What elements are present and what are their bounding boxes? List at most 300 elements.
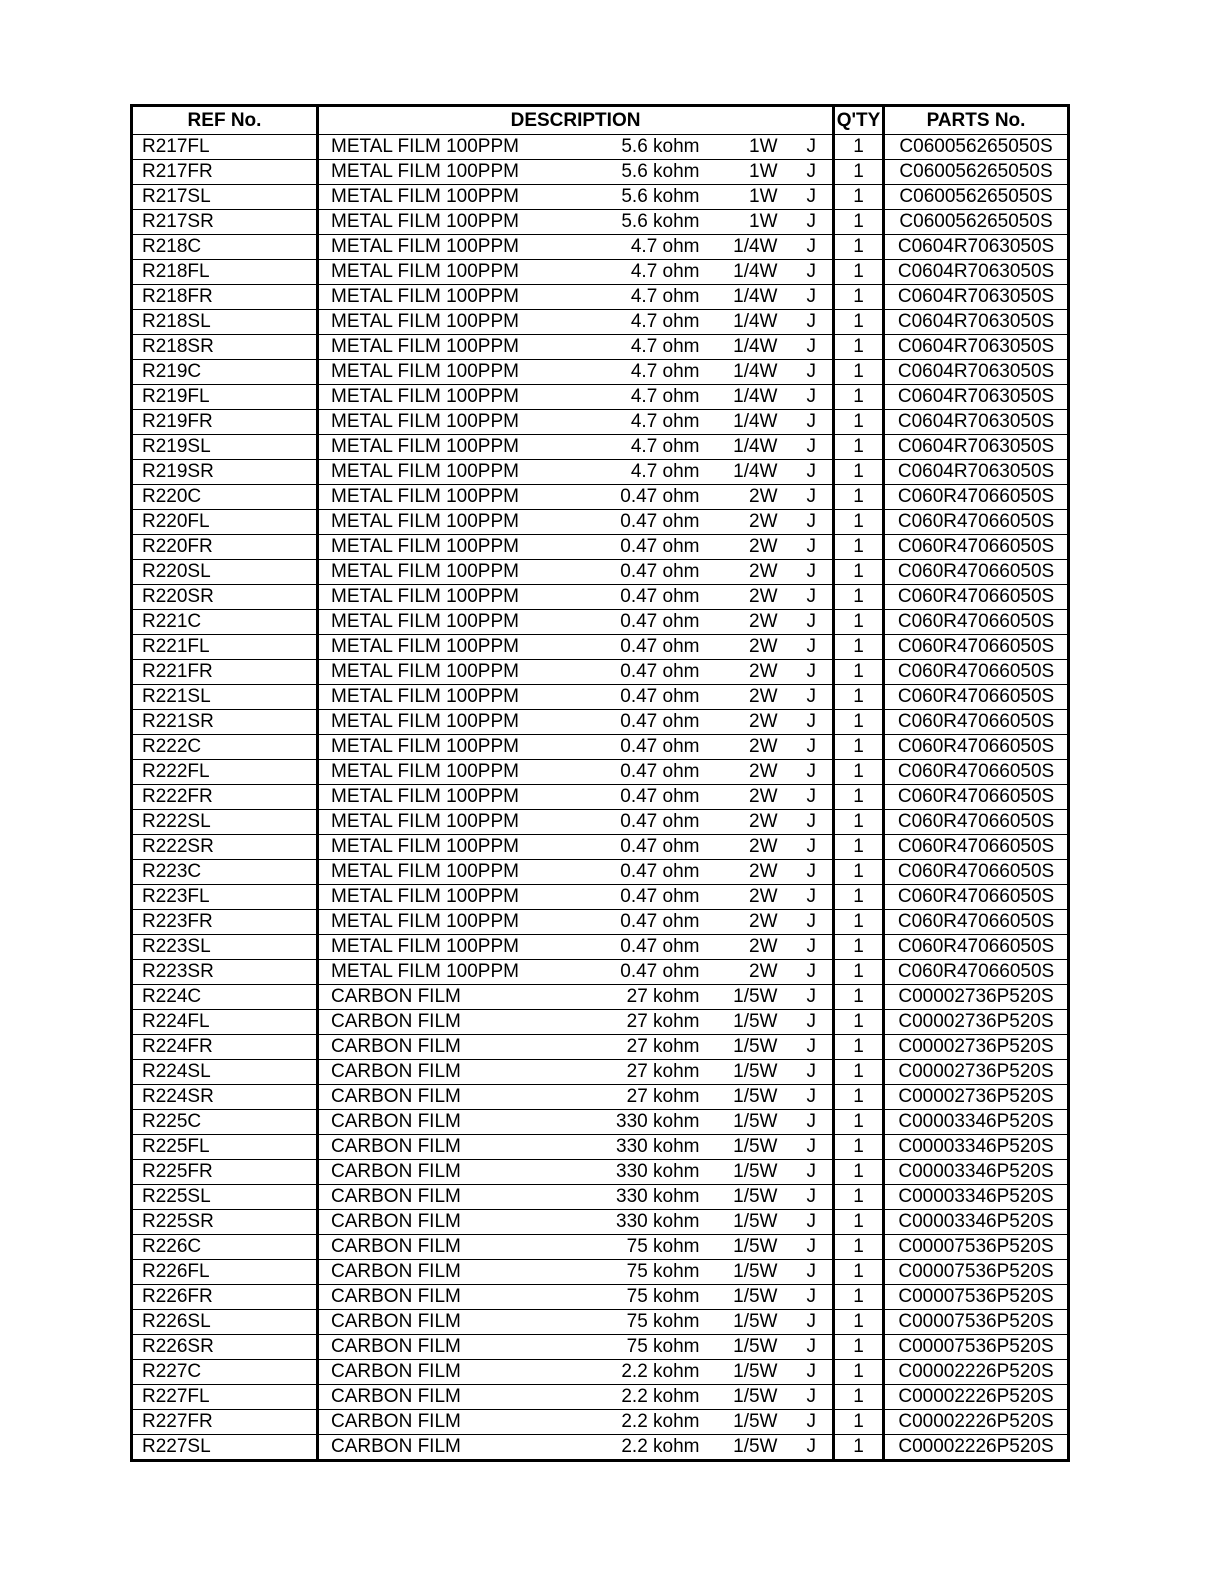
tolerance-cell: J [778, 710, 834, 735]
value-cell: 4.7 ohm [590, 260, 700, 285]
description-cell: METAL FILM 100PPM [318, 685, 590, 710]
value-cell: 330 kohm [590, 1210, 700, 1235]
wattage-cell: 2W [700, 660, 778, 685]
qty-cell: 1 [834, 1135, 884, 1160]
parts-no-cell: C060R47066050S [884, 760, 1069, 785]
table-row [132, 585, 1069, 610]
value-cell: 0.47 ohm [590, 635, 700, 660]
wattage-cell: 2W [700, 735, 778, 760]
parts-no-cell: C060056265050S [884, 210, 1069, 235]
tolerance-cell: J [778, 385, 834, 410]
value-cell: 0.47 ohm [590, 810, 700, 835]
qty-cell: 1 [834, 1435, 884, 1461]
parts-no-header: PARTS No. [884, 106, 1069, 135]
tolerance-cell: J [778, 335, 834, 360]
description-cell: CARBON FILM [318, 985, 590, 1010]
wattage-cell: 2W [700, 785, 778, 810]
qty-cell: 1 [834, 1210, 884, 1235]
wattage-cell: 1/4W [700, 260, 778, 285]
tolerance-cell: J [778, 585, 834, 610]
value-cell: 27 kohm [590, 1085, 700, 1110]
table-row [132, 935, 1069, 960]
qty-cell: 1 [834, 1010, 884, 1035]
wattage-cell: 1/4W [700, 460, 778, 485]
qty-cell: 1 [834, 385, 884, 410]
tolerance-cell: J [778, 960, 834, 985]
ref-no-cell: R225FL [132, 1135, 318, 1160]
wattage-cell: 2W [700, 585, 778, 610]
tolerance-cell: J [778, 1060, 834, 1085]
ref-no-cell: R224SL [132, 1060, 318, 1085]
ref-no-cell: R218SL [132, 310, 318, 335]
value-cell: 2.2 kohm [590, 1385, 700, 1410]
parts-no-cell: C00002736P520S [884, 1010, 1069, 1035]
value-cell: 0.47 ohm [590, 585, 700, 610]
value-cell: 5.6 kohm [590, 160, 700, 185]
wattage-cell: 1/5W [700, 1035, 778, 1060]
value-cell: 330 kohm [590, 1185, 700, 1210]
parts-no-cell: C060R47066050S [884, 660, 1069, 685]
value-cell: 0.47 ohm [590, 710, 700, 735]
qty-cell: 1 [834, 1285, 884, 1310]
tolerance-cell: J [778, 510, 834, 535]
parts-no-cell: C060R47066050S [884, 960, 1069, 985]
value-cell: 330 kohm [590, 1110, 700, 1135]
table-row [132, 910, 1069, 935]
parts-no-cell: C060R47066050S [884, 710, 1069, 735]
description-header: DESCRIPTION [318, 106, 834, 135]
wattage-cell: 2W [700, 935, 778, 960]
description-cell: METAL FILM 100PPM [318, 560, 590, 585]
ref-no-cell: R227C [132, 1360, 318, 1385]
description-cell: METAL FILM 100PPM [318, 635, 590, 660]
tolerance-cell: J [778, 235, 834, 260]
ref-no-cell: R222SL [132, 810, 318, 835]
qty-cell: 1 [834, 860, 884, 885]
description-cell: METAL FILM 100PPM [318, 360, 590, 385]
qty-cell: 1 [834, 1060, 884, 1085]
tolerance-cell: J [778, 935, 834, 960]
wattage-cell: 2W [700, 860, 778, 885]
description-cell: METAL FILM 100PPM [318, 960, 590, 985]
ref-no-cell: R222FL [132, 760, 318, 785]
qty-cell: 1 [834, 1110, 884, 1135]
description-cell: METAL FILM 100PPM [318, 535, 590, 560]
table-row [132, 310, 1069, 335]
tolerance-cell: J [778, 860, 834, 885]
description-cell: CARBON FILM [318, 1410, 590, 1435]
tolerance-cell: J [778, 885, 834, 910]
wattage-cell: 1/5W [700, 1085, 778, 1110]
parts-no-cell: C0604R7063050S [884, 310, 1069, 335]
value-cell: 4.7 ohm [590, 410, 700, 435]
qty-cell: 1 [834, 460, 884, 485]
ref-no-cell: R225SR [132, 1210, 318, 1235]
ref-no-cell: R227FL [132, 1385, 318, 1410]
qty-cell: 1 [834, 260, 884, 285]
wattage-cell: 1/5W [700, 1160, 778, 1185]
qty-cell: 1 [834, 1160, 884, 1185]
tolerance-cell: J [778, 635, 834, 660]
qty-cell: 1 [834, 235, 884, 260]
parts-no-cell: C00002736P520S [884, 1035, 1069, 1060]
qty-cell: 1 [834, 1385, 884, 1410]
description-cell: CARBON FILM [318, 1310, 590, 1335]
wattage-cell: 1/4W [700, 285, 778, 310]
value-cell: 0.47 ohm [590, 785, 700, 810]
description-cell: CARBON FILM [318, 1185, 590, 1210]
wattage-cell: 1/5W [700, 985, 778, 1010]
table-row [132, 235, 1069, 260]
wattage-cell: 2W [700, 810, 778, 835]
value-cell: 5.6 kohm [590, 210, 700, 235]
ref-no-cell: R220SR [132, 585, 318, 610]
table-row [132, 785, 1069, 810]
parts-no-cell: C00002226P520S [884, 1435, 1069, 1461]
wattage-cell: 1/5W [700, 1360, 778, 1385]
qty-cell: 1 [834, 160, 884, 185]
table-row [132, 660, 1069, 685]
value-cell: 75 kohm [590, 1235, 700, 1260]
tolerance-cell: J [778, 1260, 834, 1285]
description-cell: METAL FILM 100PPM [318, 935, 590, 960]
table-row [132, 160, 1069, 185]
description-cell: CARBON FILM [318, 1285, 590, 1310]
parts-no-cell: C00007536P520S [884, 1310, 1069, 1335]
wattage-cell: 2W [700, 885, 778, 910]
parts-no-cell: C060R47066050S [884, 635, 1069, 660]
qty-cell: 1 [834, 560, 884, 585]
ref-no-cell: R226SL [132, 1310, 318, 1335]
qty-cell: 1 [834, 535, 884, 560]
tolerance-cell: J [778, 160, 834, 185]
table-row [132, 960, 1069, 985]
ref-no-cell: R224FL [132, 1010, 318, 1035]
description-cell: METAL FILM 100PPM [318, 235, 590, 260]
table-row [132, 435, 1069, 460]
value-cell: 0.47 ohm [590, 935, 700, 960]
table-header [132, 106, 1069, 135]
value-cell: 27 kohm [590, 1060, 700, 1085]
qty-cell: 1 [834, 935, 884, 960]
qty-cell: 1 [834, 285, 884, 310]
qty-cell: 1 [834, 1235, 884, 1260]
qty-cell: 1 [834, 485, 884, 510]
table-row [132, 735, 1069, 760]
qty-header: Q'TY [834, 106, 884, 135]
ref-no-cell: R219SL [132, 435, 318, 460]
qty-cell: 1 [834, 760, 884, 785]
table-row [132, 1010, 1069, 1035]
tolerance-cell: J [778, 1435, 834, 1461]
ref-no-cell: R223C [132, 860, 318, 885]
tolerance-cell: J [778, 660, 834, 685]
description-cell: CARBON FILM [318, 1135, 590, 1160]
ref-no-cell: R224FR [132, 1035, 318, 1060]
description-cell: CARBON FILM [318, 1110, 590, 1135]
parts-no-cell: C0604R7063050S [884, 435, 1069, 460]
tolerance-cell: J [778, 1235, 834, 1260]
value-cell: 4.7 ohm [590, 285, 700, 310]
table-row [132, 510, 1069, 535]
ref-no-cell: R220FL [132, 510, 318, 535]
wattage-cell: 1/4W [700, 360, 778, 385]
description-cell: METAL FILM 100PPM [318, 785, 590, 810]
parts-no-cell: C0604R7063050S [884, 410, 1069, 435]
table-row [132, 710, 1069, 735]
tolerance-cell: J [778, 1410, 834, 1435]
tolerance-cell: J [778, 1185, 834, 1210]
ref-no-cell: R217FL [132, 135, 318, 160]
table-row [132, 1310, 1069, 1335]
value-cell: 0.47 ohm [590, 610, 700, 635]
ref-no-cell: R221FL [132, 635, 318, 660]
value-cell: 27 kohm [590, 1010, 700, 1035]
value-cell: 4.7 ohm [590, 335, 700, 360]
ref-no-cell: R219FL [132, 385, 318, 410]
description-cell: METAL FILM 100PPM [318, 910, 590, 935]
table-row [132, 685, 1069, 710]
ref-no-cell: R218FL [132, 260, 318, 285]
value-cell: 5.6 kohm [590, 135, 700, 160]
qty-cell: 1 [834, 435, 884, 460]
tolerance-cell: J [778, 285, 834, 310]
wattage-cell: 1/4W [700, 435, 778, 460]
description-cell: CARBON FILM [318, 1160, 590, 1185]
qty-cell: 1 [834, 135, 884, 160]
description-cell: METAL FILM 100PPM [318, 735, 590, 760]
value-cell: 2.2 kohm [590, 1360, 700, 1385]
parts-no-cell: C060R47066050S [884, 810, 1069, 835]
parts-no-cell: C060R47066050S [884, 610, 1069, 635]
header-row [132, 106, 1069, 135]
description-cell: METAL FILM 100PPM [318, 485, 590, 510]
table-row [132, 1410, 1069, 1435]
qty-cell: 1 [834, 410, 884, 435]
qty-cell: 1 [834, 835, 884, 860]
wattage-cell: 2W [700, 835, 778, 860]
description-cell: METAL FILM 100PPM [318, 610, 590, 635]
description-cell: CARBON FILM [318, 1210, 590, 1235]
table-row [132, 335, 1069, 360]
parts-no-cell: C0604R7063050S [884, 385, 1069, 410]
parts-no-cell: C0604R7063050S [884, 360, 1069, 385]
wattage-cell: 1/5W [700, 1435, 778, 1461]
description-cell: CARBON FILM [318, 1385, 590, 1410]
table-row [132, 285, 1069, 310]
tolerance-cell: J [778, 785, 834, 810]
parts-no-cell: C060R47066050S [884, 485, 1069, 510]
value-cell: 4.7 ohm [590, 360, 700, 385]
value-cell: 0.47 ohm [590, 535, 700, 560]
table-row [132, 985, 1069, 1010]
description-cell: CARBON FILM [318, 1260, 590, 1285]
parts-no-cell: C060056265050S [884, 160, 1069, 185]
parts-no-cell: C00003346P520S [884, 1160, 1069, 1185]
parts-no-cell: C060056265050S [884, 135, 1069, 160]
wattage-cell: 2W [700, 485, 778, 510]
ref-no-cell: R225FR [132, 1160, 318, 1185]
wattage-cell: 2W [700, 685, 778, 710]
tolerance-cell: J [778, 260, 834, 285]
value-cell: 75 kohm [590, 1260, 700, 1285]
qty-cell: 1 [834, 635, 884, 660]
value-cell: 0.47 ohm [590, 960, 700, 985]
ref-no-cell: R221C [132, 610, 318, 635]
value-cell: 4.7 ohm [590, 235, 700, 260]
parts-no-cell: C060R47066050S [884, 560, 1069, 585]
tolerance-cell: J [778, 435, 834, 460]
tolerance-cell: J [778, 1335, 834, 1360]
parts-no-cell: C00003346P520S [884, 1135, 1069, 1160]
qty-cell: 1 [834, 1310, 884, 1335]
description-cell: METAL FILM 100PPM [318, 585, 590, 610]
tolerance-cell: J [778, 1360, 834, 1385]
parts-list-table [130, 104, 1070, 1462]
parts-no-cell: C00003346P520S [884, 1210, 1069, 1235]
qty-cell: 1 [834, 810, 884, 835]
parts-no-cell: C060R47066050S [884, 735, 1069, 760]
table-row [132, 835, 1069, 860]
table-row [132, 410, 1069, 435]
description-cell: METAL FILM 100PPM [318, 335, 590, 360]
qty-cell: 1 [834, 1085, 884, 1110]
wattage-cell: 1/5W [700, 1110, 778, 1135]
tolerance-cell: J [778, 1085, 834, 1110]
parts-no-cell: C0604R7063050S [884, 260, 1069, 285]
table-row [132, 1135, 1069, 1160]
value-cell: 0.47 ohm [590, 835, 700, 860]
parts-no-cell: C0604R7063050S [884, 235, 1069, 260]
table-row [132, 1435, 1069, 1461]
description-cell: CARBON FILM [318, 1360, 590, 1385]
tolerance-cell: J [778, 560, 834, 585]
tolerance-cell: J [778, 1035, 834, 1060]
table-row [132, 635, 1069, 660]
table-row [132, 260, 1069, 285]
ref-no-cell: R218SR [132, 335, 318, 360]
value-cell: 0.47 ohm [590, 735, 700, 760]
table-row [132, 1360, 1069, 1385]
ref-no-cell: R218C [132, 235, 318, 260]
description-cell: METAL FILM 100PPM [318, 660, 590, 685]
description-cell: CARBON FILM [318, 1010, 590, 1035]
qty-cell: 1 [834, 1260, 884, 1285]
tolerance-cell: J [778, 810, 834, 835]
description-cell: METAL FILM 100PPM [318, 135, 590, 160]
qty-cell: 1 [834, 360, 884, 385]
description-cell: METAL FILM 100PPM [318, 260, 590, 285]
value-cell: 27 kohm [590, 985, 700, 1010]
parts-no-cell: C00002226P520S [884, 1360, 1069, 1385]
ref-no-cell: R221SL [132, 685, 318, 710]
table-row [132, 885, 1069, 910]
value-cell: 330 kohm [590, 1135, 700, 1160]
wattage-cell: 1W [700, 135, 778, 160]
table-row [132, 1210, 1069, 1235]
tolerance-cell: J [778, 210, 834, 235]
ref-no-cell: R222C [132, 735, 318, 760]
wattage-cell: 2W [700, 910, 778, 935]
wattage-cell: 2W [700, 560, 778, 585]
parts-no-cell: C00003346P520S [884, 1185, 1069, 1210]
qty-cell: 1 [834, 335, 884, 360]
qty-cell: 1 [834, 510, 884, 535]
table-row [132, 560, 1069, 585]
description-cell: CARBON FILM [318, 1035, 590, 1060]
table-row [132, 535, 1069, 560]
description-cell: CARBON FILM [318, 1085, 590, 1110]
qty-cell: 1 [834, 185, 884, 210]
wattage-cell: 1/5W [700, 1285, 778, 1310]
tolerance-cell: J [778, 760, 834, 785]
ref-no-cell: R223FL [132, 885, 318, 910]
qty-cell: 1 [834, 585, 884, 610]
table-row [132, 485, 1069, 510]
value-cell: 0.47 ohm [590, 860, 700, 885]
wattage-cell: 1W [700, 185, 778, 210]
description-cell: METAL FILM 100PPM [318, 185, 590, 210]
wattage-cell: 2W [700, 510, 778, 535]
ref-no-cell: R220C [132, 485, 318, 510]
tolerance-cell: J [778, 410, 834, 435]
ref-no-cell: R225SL [132, 1185, 318, 1210]
value-cell: 4.7 ohm [590, 385, 700, 410]
value-cell: 4.7 ohm [590, 435, 700, 460]
ref-no-cell: R220SL [132, 560, 318, 585]
parts-no-cell: C060R47066050S [884, 785, 1069, 810]
table-row [132, 810, 1069, 835]
description-cell: CARBON FILM [318, 1335, 590, 1360]
tolerance-cell: J [778, 610, 834, 635]
table-row [132, 135, 1069, 160]
wattage-cell: 1/5W [700, 1060, 778, 1085]
tolerance-cell: J [778, 985, 834, 1010]
qty-cell: 1 [834, 785, 884, 810]
parts-no-cell: C00003346P520S [884, 1110, 1069, 1135]
table-row [132, 360, 1069, 385]
wattage-cell: 1/4W [700, 310, 778, 335]
table-row [132, 760, 1069, 785]
tolerance-cell: J [778, 1160, 834, 1185]
wattage-cell: 2W [700, 635, 778, 660]
parts-no-cell: C00002226P520S [884, 1385, 1069, 1410]
qty-cell: 1 [834, 885, 884, 910]
value-cell: 2.2 kohm [590, 1435, 700, 1461]
qty-cell: 1 [834, 985, 884, 1010]
ref-no-cell: R222SR [132, 835, 318, 860]
wattage-cell: 1/5W [700, 1335, 778, 1360]
qty-cell: 1 [834, 1335, 884, 1360]
wattage-cell: 1W [700, 160, 778, 185]
ref-no-cell: R219FR [132, 410, 318, 435]
wattage-cell: 2W [700, 710, 778, 735]
description-cell: METAL FILM 100PPM [318, 435, 590, 460]
ref-no-cell: R227SL [132, 1435, 318, 1461]
tolerance-cell: J [778, 1110, 834, 1135]
parts-no-cell: C00002736P520S [884, 1060, 1069, 1085]
ref-no-cell: R219SR [132, 460, 318, 485]
tolerance-cell: J [778, 360, 834, 385]
ref-no-cell: R226FL [132, 1260, 318, 1285]
wattage-cell: 1/5W [700, 1010, 778, 1035]
wattage-cell: 1/4W [700, 335, 778, 360]
value-cell: 0.47 ohm [590, 660, 700, 685]
description-cell: METAL FILM 100PPM [318, 285, 590, 310]
table-row [132, 210, 1069, 235]
ref-no-cell: R223SR [132, 960, 318, 985]
qty-cell: 1 [834, 660, 884, 685]
